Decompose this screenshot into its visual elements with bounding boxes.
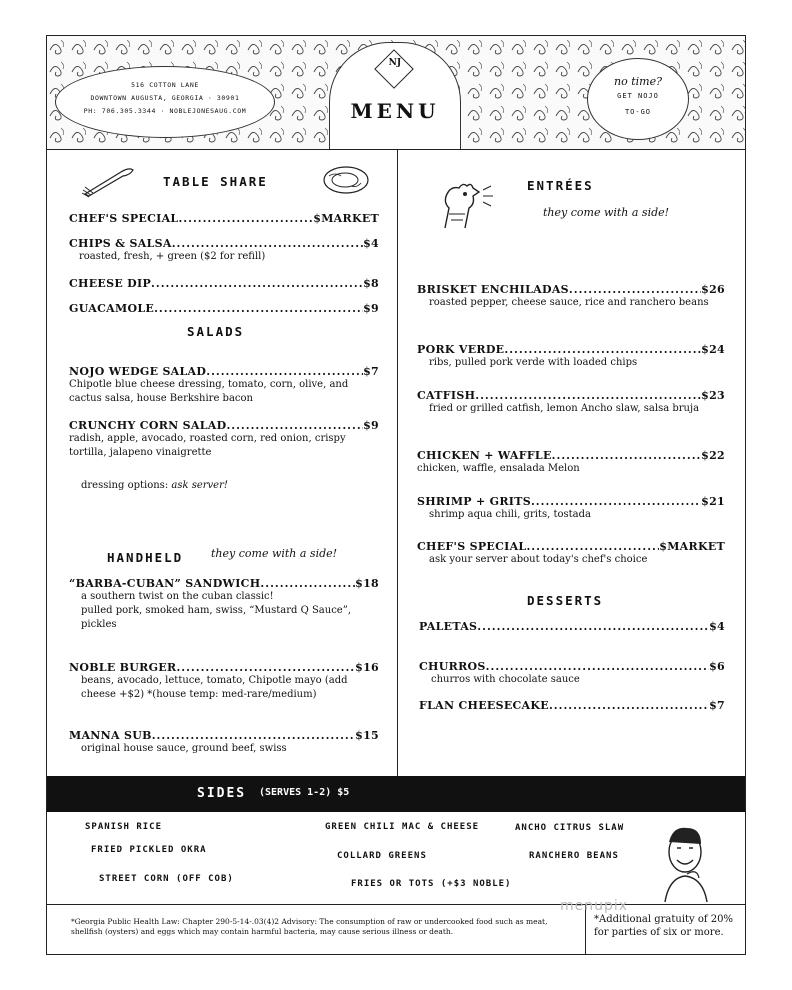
item-name: SHRIMP + GRITS bbox=[417, 495, 531, 508]
menu-item bbox=[417, 343, 725, 370]
item-desc: churros with chocolate sauce bbox=[431, 674, 580, 685]
item-desc: fried or grilled catfish, lemon Ancho slaw, salsa bruja bbox=[429, 403, 700, 414]
menu-item bbox=[417, 449, 725, 476]
item-name: NOJO WEDGE SALAD bbox=[69, 365, 207, 378]
address-line: PH: 706.305.3344 · NOBLEJONESAUG.COM bbox=[83, 107, 247, 115]
item-price: $4 bbox=[363, 237, 379, 250]
item-name: FLAN CHEESECAKE bbox=[419, 699, 549, 712]
item-price: $23 bbox=[701, 389, 725, 402]
item-price: $16 bbox=[355, 661, 379, 674]
item-price: $21 bbox=[701, 495, 725, 508]
item-name: CHICKEN + WAFFLE bbox=[417, 449, 552, 462]
side-item: FRIED PICKLED OKRA bbox=[91, 845, 207, 855]
menu-item bbox=[69, 212, 379, 225]
menu-item bbox=[69, 729, 379, 756]
togo-line: GET NOJO bbox=[617, 92, 659, 100]
gratuity-note: *Additional gratuity of 20% for parties of six or more. bbox=[585, 905, 745, 955]
togo-oval bbox=[587, 58, 689, 140]
side-item: COLLARD GREENS bbox=[337, 851, 427, 861]
footer bbox=[47, 904, 745, 955]
item-price: $9 bbox=[363, 302, 379, 315]
menu-item bbox=[69, 277, 379, 290]
address-oval bbox=[55, 66, 275, 138]
menu-item bbox=[69, 302, 379, 315]
side-item: ANCHO CITRUS SLAW bbox=[515, 823, 625, 833]
menu-item bbox=[69, 237, 379, 264]
rooster-icon bbox=[425, 178, 497, 234]
side-item: GREEN CHILI MAC & CHEESE bbox=[325, 822, 480, 832]
dressing-value: ask server! bbox=[171, 480, 228, 491]
menu-item bbox=[419, 660, 725, 687]
entrees-title: ENTRÉES bbox=[527, 178, 594, 193]
menu-item bbox=[419, 699, 725, 712]
item-name: CHURROS bbox=[419, 660, 486, 673]
fork-icon bbox=[81, 164, 135, 198]
monogram-text: NJ bbox=[388, 57, 402, 68]
sides-subtitle: (SERVES 1-2) $5 bbox=[259, 787, 350, 798]
item-desc: original house sauce, ground beef, swiss bbox=[81, 743, 287, 754]
item-name: CHEESE DIP bbox=[69, 277, 152, 290]
item-price: $22 bbox=[701, 449, 725, 462]
oyster-icon bbox=[321, 164, 371, 196]
menu-header bbox=[47, 36, 745, 150]
item-desc: shrimp aqua chili, grits, tostada bbox=[429, 509, 591, 520]
side-item: SPANISH RICE bbox=[85, 822, 163, 832]
menu-item bbox=[419, 620, 725, 633]
item-desc: Chipotle blue cheese dressing, tomato, corn, olive, and cactus salsa, house Berkshire bacon bbox=[69, 379, 349, 404]
item-desc: ribs, pulled pork verde with loaded chips bbox=[429, 357, 638, 368]
item-name: CATFISH bbox=[417, 389, 476, 402]
menu-item bbox=[417, 540, 725, 567]
menu-item bbox=[417, 495, 725, 522]
item-price: $24 bbox=[701, 343, 725, 356]
sides-bar bbox=[47, 776, 745, 812]
item-price: $7 bbox=[709, 699, 725, 712]
item-desc: radish, apple, avocado, roasted corn, red onion, crispy tortilla, jalapeno vinaigrette bbox=[69, 433, 346, 458]
handheld-script: they come with a side! bbox=[211, 547, 338, 560]
menu-item bbox=[69, 661, 379, 702]
address-line: 516 COTTON LANE bbox=[131, 81, 199, 89]
item-name: NOBLE BURGER bbox=[69, 661, 177, 674]
menu-item bbox=[69, 577, 379, 632]
side-item: FRIES OR TOTS (+$3 NOBLE) bbox=[351, 879, 512, 889]
sides-title: SIDES bbox=[197, 786, 247, 801]
side-item: STREET CORN (OFF COB) bbox=[99, 874, 234, 884]
item-name: CHEF'S SPECIAL bbox=[69, 212, 179, 225]
watermark: menupix bbox=[560, 898, 629, 914]
item-desc: roasted pepper, cheese sauce, rice and ranchero beans bbox=[429, 297, 709, 308]
handheld-title: HANDHELD bbox=[107, 550, 184, 565]
salads-title: SALADS bbox=[187, 324, 245, 339]
item-name: PORK VERDE bbox=[417, 343, 505, 356]
table-share-title: TABLE SHARE bbox=[163, 174, 268, 189]
item-desc: beans, avocado, lettuce, tomato, Chipotle mayo (add cheese +$2) *(house temp: med-rare/medium) bbox=[81, 675, 348, 700]
item-price: $MARKET bbox=[659, 540, 725, 553]
item-name: CRUNCHY CORN SALAD bbox=[69, 419, 227, 432]
item-desc: chicken, waffle, ensalada Melon bbox=[417, 463, 580, 474]
item-name: BRISKET ENCHILADAS bbox=[417, 283, 569, 296]
item-desc: ask your server about today's chef's choice bbox=[429, 554, 648, 565]
item-name: MANNA SUB bbox=[69, 729, 152, 742]
item-price: $4 bbox=[709, 620, 725, 633]
item-desc: pulled pork, smoked ham, swiss, “Mustard Q Sauce”, pickles bbox=[81, 605, 352, 630]
item-price: $15 bbox=[355, 729, 379, 742]
entrees-script: they come with a side! bbox=[543, 206, 670, 219]
dressing-note bbox=[81, 480, 228, 491]
smiling-man-icon bbox=[651, 816, 721, 904]
item-desc: a southern twist on the cuban classic! bbox=[81, 591, 274, 602]
item-name: PALETAS bbox=[419, 620, 478, 633]
health-advisory: *Georgia Public Health Law: Chapter 290-5-14-.03(4)2 Advisory: The consumption of raw or undercooked food such as meat, shellfish (oysters) and eggs which may contain harmful bacteria, may cause serious illness or death. bbox=[71, 917, 548, 936]
menu-item bbox=[417, 283, 725, 310]
item-name: GUACAMOLE bbox=[69, 302, 155, 315]
menu-title: MENU bbox=[350, 99, 440, 123]
left-column bbox=[47, 150, 398, 776]
dressing-label: dressing options: bbox=[81, 480, 172, 491]
item-name: CHIPS & SALSA bbox=[69, 237, 172, 250]
menu-item bbox=[69, 365, 379, 406]
item-price: $26 bbox=[701, 283, 725, 296]
item-price: $8 bbox=[363, 277, 379, 290]
togo-script: no time? bbox=[614, 75, 662, 88]
item-name: “BARBA-CUBAN” SANDWICH bbox=[69, 577, 261, 590]
menu-page bbox=[46, 35, 746, 955]
item-price: $7 bbox=[363, 365, 379, 378]
menu-item bbox=[69, 419, 379, 460]
right-column bbox=[399, 150, 745, 776]
desserts-title: DESSERTS bbox=[527, 593, 604, 608]
title-arch bbox=[329, 42, 461, 150]
side-item: RANCHERO BEANS bbox=[529, 851, 619, 861]
item-price: $MARKET bbox=[313, 212, 379, 225]
monogram-logo bbox=[374, 49, 414, 89]
item-name: CHEF'S SPECIAL bbox=[417, 540, 527, 553]
togo-line: TO-GO bbox=[624, 108, 652, 116]
menu-item bbox=[417, 389, 725, 416]
item-price: $6 bbox=[709, 660, 725, 673]
item-desc: roasted, fresh, + green ($2 for refill) bbox=[79, 251, 266, 262]
item-price: $9 bbox=[363, 419, 379, 432]
address-line: DOWNTOWN AUGUSTA, GEORGIA · 30901 bbox=[90, 94, 240, 102]
item-price: $18 bbox=[355, 577, 379, 590]
